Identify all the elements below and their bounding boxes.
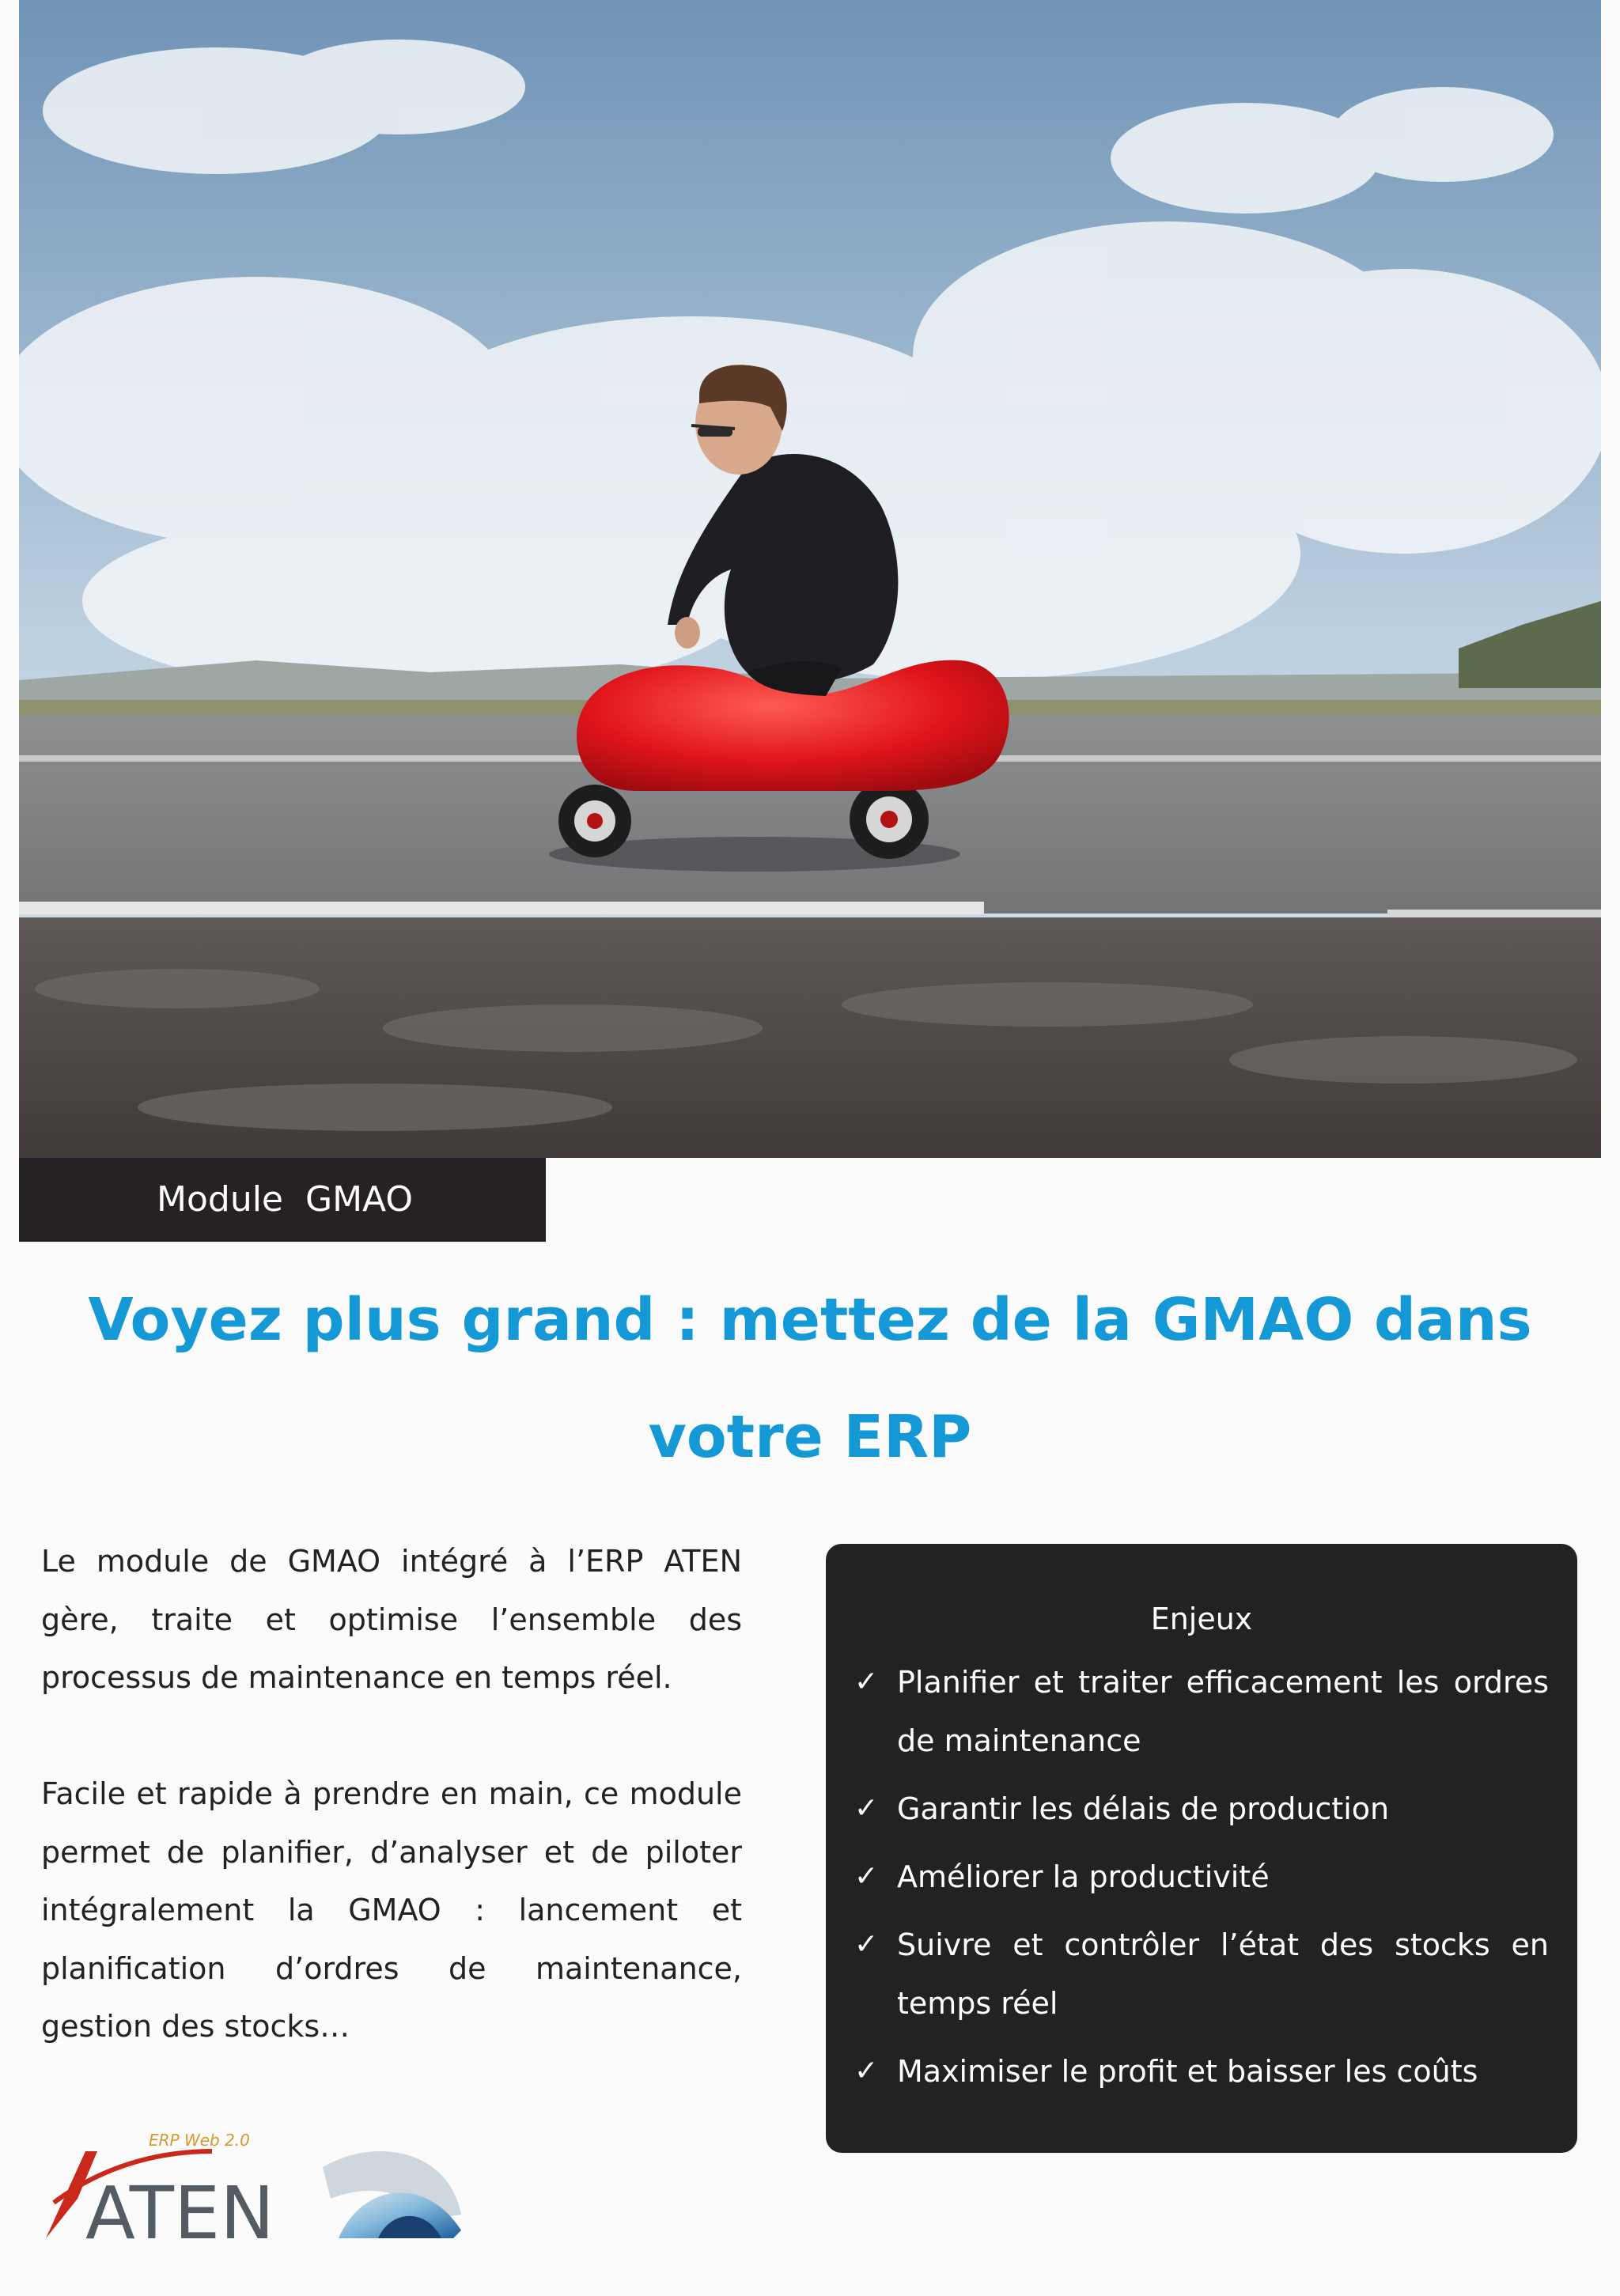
intro-paragraph-1: Le module de GMAO intégré à l’ERP ATEN gère, traite et optimise l’ensemble des processus de maintenance en temps réel. xyxy=(41,1544,742,1695)
intro-paragraph-2: Facile et rapide à prendre en main, ce module permet de planifier, d’analyser et de piloter intégralement la GMAO : lancement et planification d’ordres de maintenance, gestion des stocks… xyxy=(41,1776,742,2044)
aten-logo xyxy=(30,2120,473,2246)
check-icon: ✓ xyxy=(854,1860,879,1893)
list-item xyxy=(854,1848,1549,1906)
module-tag: Module GMAO xyxy=(19,1158,546,1242)
svg-text:ERP Web 2.0: ERP Web 2.0 xyxy=(149,2131,250,2150)
list-item xyxy=(854,1780,1549,1838)
list-item xyxy=(854,2042,1549,2101)
list-item xyxy=(854,1653,1549,1770)
intro-text xyxy=(41,1533,742,2056)
hero-image xyxy=(19,0,1601,1158)
list-item-text: Améliorer la productivité xyxy=(897,1859,1270,1894)
list-item-text: Garantir les délais de production xyxy=(897,1791,1390,1826)
svg-text:ATEN: ATEN xyxy=(85,2171,274,2246)
list-item-text: Suivre et contrôler l’état des stocks en temps réel xyxy=(897,1927,1549,2021)
enjeux-list xyxy=(854,1653,1549,2101)
headline-line-1: Voyez plus grand : mettez de la GMAO dans xyxy=(88,1286,1532,1354)
headline-line-2: votre ERP xyxy=(648,1403,972,1471)
list-item-text: Planifier et traiter efficacement les ordres de maintenance xyxy=(897,1665,1549,1758)
headline xyxy=(0,1261,1620,1496)
check-icon: ✓ xyxy=(854,1928,879,1961)
check-icon: ✓ xyxy=(854,2055,879,2087)
panel-title: Enjeux xyxy=(1150,1602,1253,1636)
check-icon: ✓ xyxy=(854,1666,879,1698)
list-item xyxy=(854,1916,1549,2033)
list-item-text: Maximiser le profit et baisser les coûts xyxy=(897,2054,1478,2089)
check-icon: ✓ xyxy=(854,1792,879,1825)
enjeux-panel xyxy=(826,1544,1577,2153)
